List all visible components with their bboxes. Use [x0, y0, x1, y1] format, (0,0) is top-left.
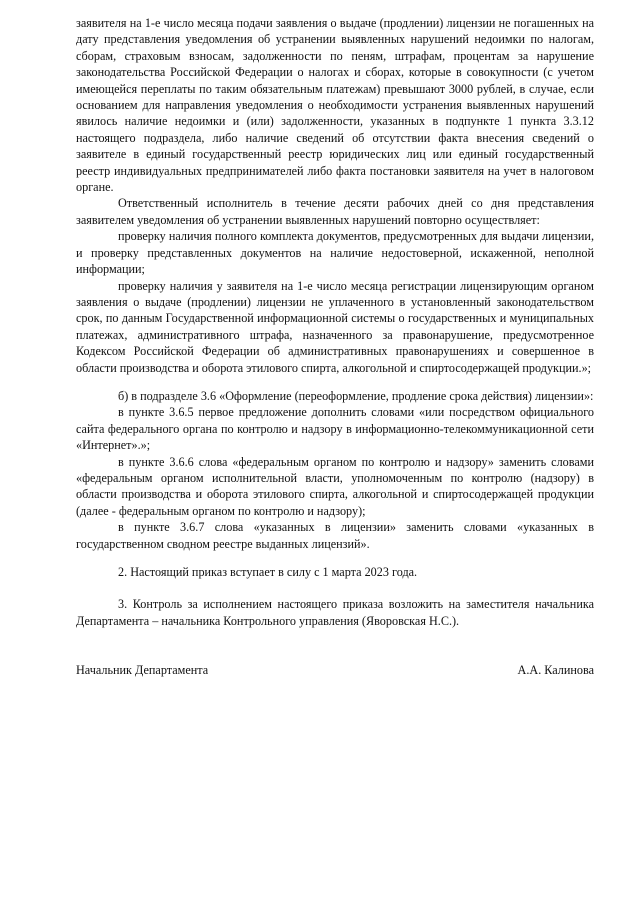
paragraph-point-367: в пункте 3.6.7 слова «указанных в лицензии» заменить словами «указанных в государственном сводном реестре выданных лицензий». [76, 520, 594, 551]
paragraph-subsection-b: б) в подразделе 3.6 «Оформление (переоформление, продление срока действия) лицензии»: [118, 388, 594, 403]
paragraph-control: 3. Контроль за исполнением настоящего приказа возложить на заместителя начальника Департамента – начальника Контрольного управления (Яворовская Н.С.). [76, 597, 594, 628]
signatory-position: Начальник Департамента [76, 663, 209, 677]
paragraph-fine-check: проверку наличия у заявителя на 1-е число месяца регистрации лицензирующим органом заявления о выдаче (продлении) лицензии не уплаченного в установленный законодательством срок, по данным Государственной информационной системы о государственных и муниципальных платежах, административного штрафа, назначенного за правонарушение, предусмотренное Кодексом Российской Федерации об административных правонарушениях и совершенное в области производства и оборота этилового спирта, алкогольной и спиртосодержащей продукции.»; [76, 278, 594, 375]
paragraph-executor-check: Ответственный исполнитель в течение десяти рабочих дней со дня представления заявителем уведомления об устранении выявленных нарушений повторно осуществляет: [76, 196, 594, 227]
paragraph-point-365: в пункте 3.6.5 первое предложение дополнить словами «или посредством официального сайта федерального органа по контролю и надзору в информационно-телекоммуникационной сети «Интернет».»; [76, 405, 594, 453]
paragraph-effective-date: 2. Настоящий приказ вступает в силу с 1 марта 2023 года. [118, 565, 418, 579]
paragraph-point-366: в пункте 3.6.6 слова «федеральным органом по контролю и надзору» заменить словами «федеральным органом исполнительной власти, уполномоченным по контролю (надзору) в области производства и оборота этилового спирта, алкогольной и спиртосодержащей продукции (далее - федеральным органом по контролю и надзору); [76, 454, 594, 518]
signatory-name: А.А. Калинова [517, 663, 594, 677]
document-body [76, 15, 594, 629]
paragraph-continuation: заявителя на 1-е число месяца подачи заявления о выдаче (продлении) лицензии не погашенных на дату представления уведомления об устранении выявленных нарушений недоимки по налогам, сборам, страховым взносам, задолженности по пеням, штрафам, процентам за нарушение законодательства Российской Федерации о налогах и сборах, которые в совокупности (с учетом имеющейся переплаты по таким обязательным платежам) превышают 3000 рублей, в случае, если основанием для направления уведомления о необходимости устранения выявленных нарушений явилось наличие недоимки и (или) задолженности, указанных в подпункте 1 пункта 3.3.12 настоящего подраздела, либо наличие сведений об отсутствии факта внесения сведений о заявителе в единый государственный реестр юридических лиц или единый государственный реестр индивидуальных предпринимателей либо факта постановки заявителя на учет в налоговом органе. [76, 16, 594, 195]
paragraph-documents-check: проверку наличия полного комплекта документов, предусмотренных для выдачи лицензии, и проверку представленных документов на наличие недостоверной, искаженной, неполной информации; [76, 229, 594, 277]
